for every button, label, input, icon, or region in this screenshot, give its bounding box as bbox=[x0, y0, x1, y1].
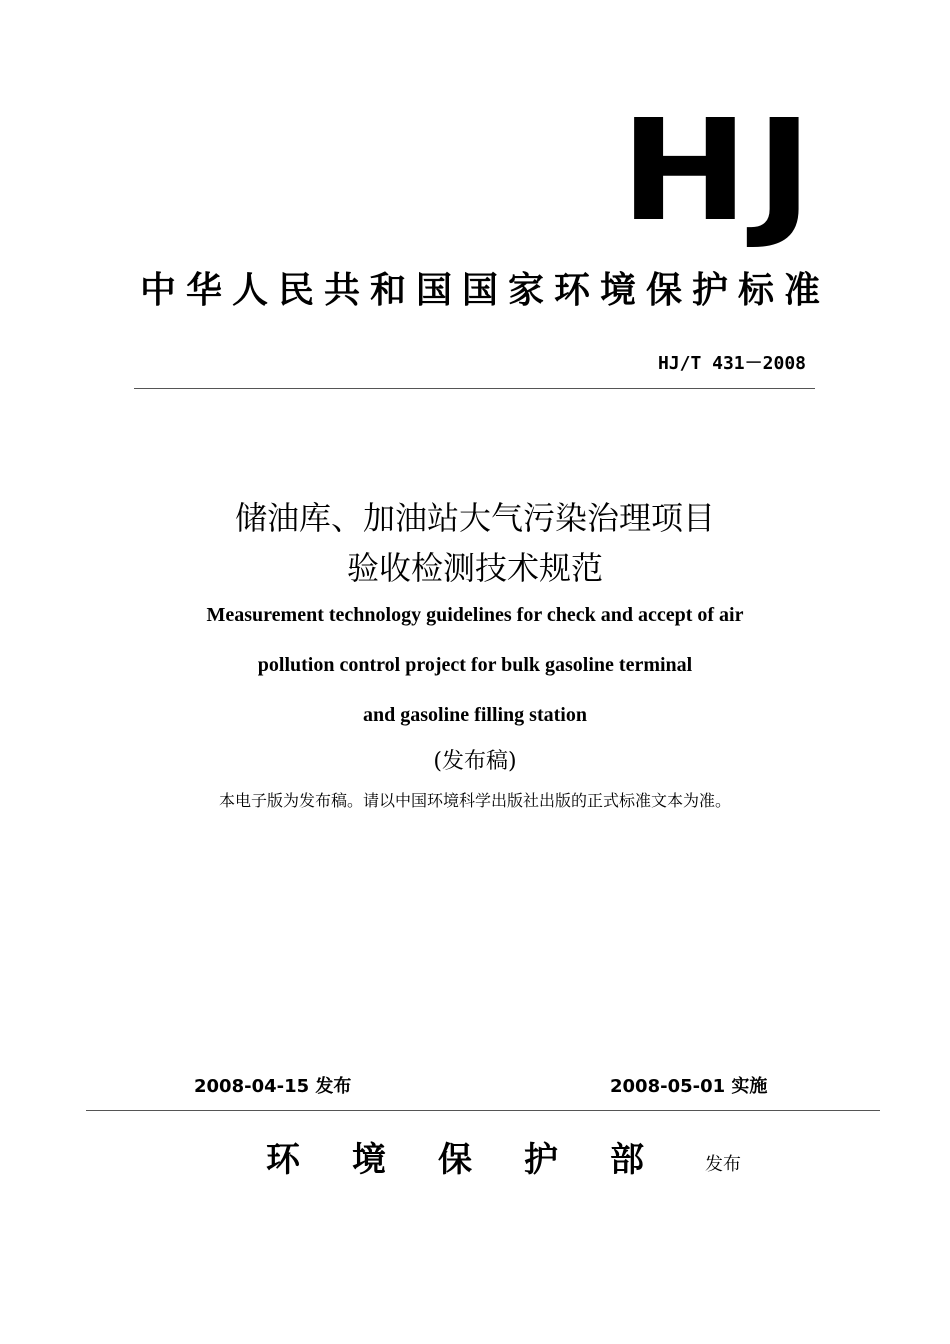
draft-note: 本电子版为发布稿。请以中国环境科学出版社出版的正式标准文本为准。 bbox=[218, 791, 731, 810]
issue-date: 2008-04-15 发布 bbox=[194, 1076, 352, 1097]
hj-logo: HJ bbox=[620, 90, 820, 253]
bottom-divider bbox=[86, 1110, 880, 1111]
top-divider bbox=[134, 388, 815, 389]
effective-date: 2008-05-01 实施 bbox=[610, 1076, 768, 1097]
title-en-line3: and gasoline filling station bbox=[363, 704, 587, 726]
title-en-line2: pollution control project for bulk gasoline terminal bbox=[257, 654, 693, 676]
national-standard-title: 中华人民共和国国家环境保护标准 bbox=[139, 270, 830, 311]
publisher-name: 环境保护部 bbox=[266, 1140, 696, 1180]
title-cn-line1: 储油库、加油站大气污染治理项目 bbox=[234, 499, 715, 537]
draft-label: (发布稿) bbox=[433, 749, 517, 774]
standard-number: HJ/T 431－2008 bbox=[657, 353, 806, 374]
publisher-suffix: 发布 bbox=[705, 1154, 741, 1175]
title-cn-line2: 验收检测技术规范 bbox=[346, 549, 603, 587]
title-en-line1: Measurement technology guidelines for check and accept of air bbox=[206, 604, 744, 626]
